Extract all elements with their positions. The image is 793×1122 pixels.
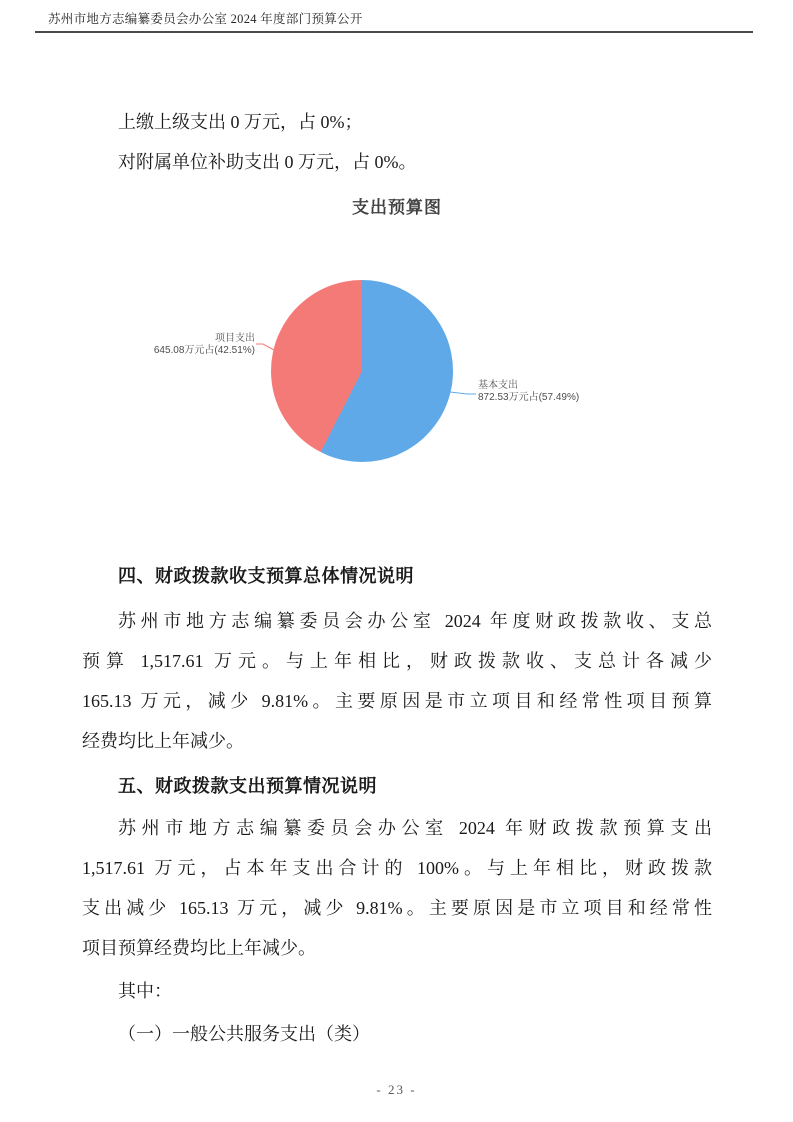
expenditure-pie-chart	[82, 182, 712, 556]
section5-line-3: 支出减少 165.13 万元，减少 9.81%。主要原因是市立项目和经常性	[82, 898, 712, 918]
intro-line-1: 上缴上级支出 0 万元，占 0%；	[118, 112, 363, 132]
pie-label-project-name: 项目支出	[215, 333, 255, 344]
pie-label-project-expenditure	[154, 333, 255, 356]
header-title: 苏州市地方志编纂委员会办公室 2024 年度部门预算公开	[48, 12, 363, 26]
document-body	[82, 102, 712, 1054]
leader-line-project-expenditure	[256, 344, 274, 350]
section5-line-1: 苏州市地方志编纂委员会办公室 2024 年财政拨款预算支出	[118, 818, 712, 838]
section-heading-5: 五、财政拨款支出预算情况说明	[118, 776, 377, 796]
pie-label-project-value: 645.08万元占(42.51%)	[153, 344, 255, 356]
page-header	[35, 12, 753, 33]
pie-label-basic-value: 872.53万元占(57.49%)	[478, 391, 580, 403]
pie-graphic	[271, 280, 453, 462]
pie-label-basic-expenditure	[478, 380, 579, 403]
section-heading-4: 四、财政拨款收支预算总体情况说明	[118, 566, 414, 586]
section4-line-1: 苏州市地方志编纂委员会办公室 2024 年度财政拨款收、支总	[118, 611, 712, 631]
section4-line-3: 165.13 万元，减少 9.81%。主要原因是市立项目和经常性项目预算	[82, 691, 712, 711]
section4-line-4: 经费均比上年减少。	[82, 731, 244, 751]
chart-title: 支出预算图	[352, 198, 442, 217]
section4-line-2: 预算 1,517.61 万元。与上年相比，财政拨款收、支总计各减少	[82, 651, 712, 671]
section5-line-2: 1,517.61 万元，占本年支出合计的 100%。与上年相比，财政拨款	[82, 858, 712, 878]
item-general-public-services: （一）一般公共服务支出（类）	[118, 1024, 370, 1044]
intro-line-2: 对附属单位补助支出 0 万元，占 0%。	[118, 152, 417, 172]
leader-line-basic-expenditure	[450, 392, 476, 394]
section5-line-4: 项目预算经费均比上年减少。	[82, 938, 316, 958]
among-which-line: 其中：	[118, 981, 172, 1001]
page-number: - 23 -	[376, 1082, 417, 1097]
pie-label-basic-name: 基本支出	[478, 380, 518, 391]
